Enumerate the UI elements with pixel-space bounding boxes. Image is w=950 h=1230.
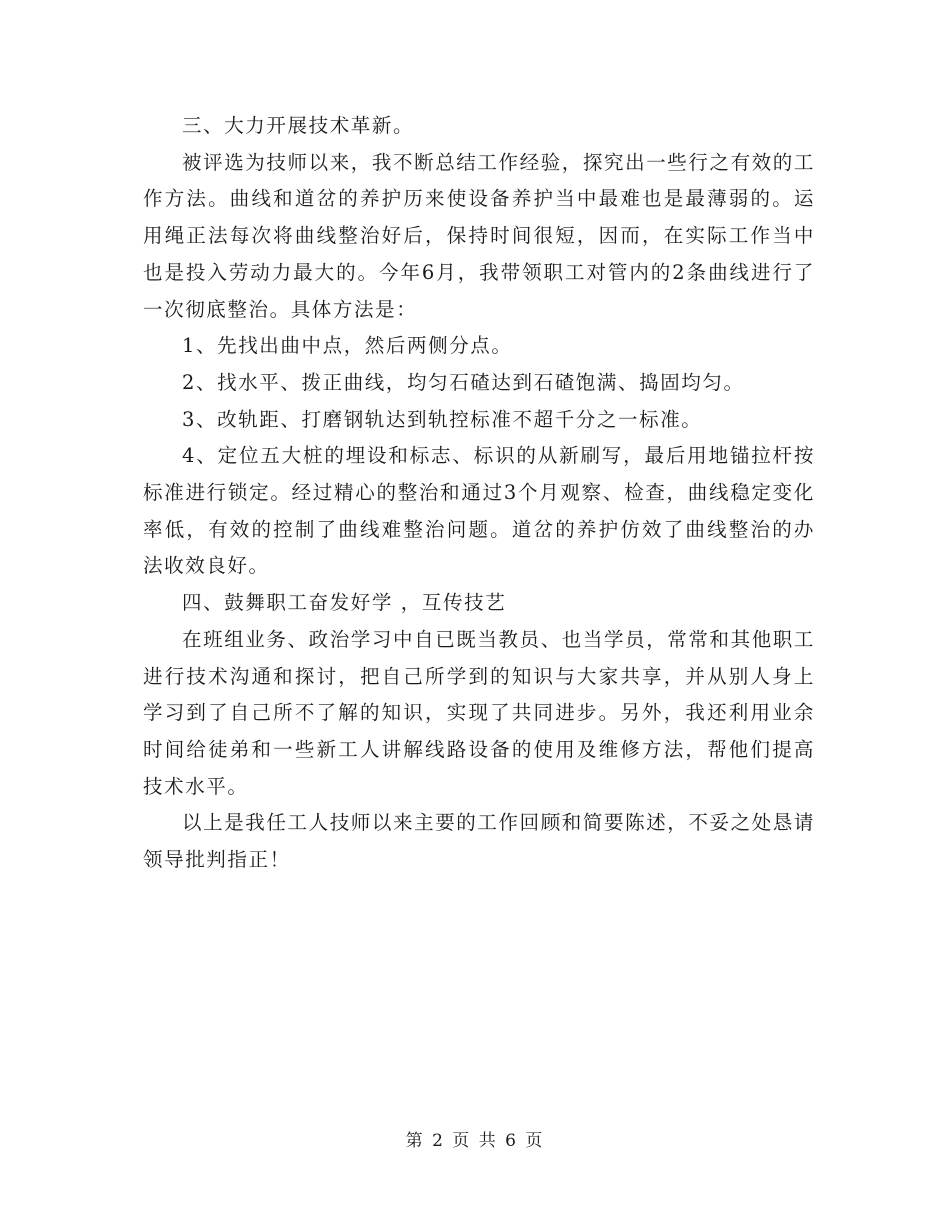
list-item-step-4: 4、定位五大桩的埋设和标志、标识的从新刷写，最后用地锚拉杆按标准进行锁定。经过精心的整治和通过3个月观察、检查，曲线稳定变化率低，有效的控制了曲线难整治问题。道岔的养护仿效了曲线整治的办法收效良好。 [143,444,815,578]
list-item-step-3: 3、改轨距、打磨钢轨达到轨控标准不超千分之一标准。 [182,407,703,431]
paragraph-innovation-intro: 被评选为技师以来，我不断总结工作经验，探究出一些行之有效的工作方法。曲线和道岔的养护历来使设备养护当中最难也是最薄弱的。运用绳正法每次将曲线整治好后，保持时间很短，因而，在实际工作当中也是投入劳动力最大的。今年6月，我带领职工对管内的2条曲线进行了一次彻底整治。具体方法是： [143,150,816,321]
paragraph-conclusion: 以上是我任工人技师以来主要的工作回顾和简要陈述，不妥之处恳请领导批判指正！ [143,811,816,872]
section-heading-innovation: 三、大力开展技术革新。 [182,114,415,137]
paragraph-encourage: 在班组业务、政治学习中自已既当教员、也当学员，常常和其他职工进行技术沟通和探讨，把自己所学到的知识与大家共享，并从别人身上学习到了自己所不了解的知识，实现了共同进步。另外，我还利用业余时间给徒弟和一些新工人讲解线路设备的使用及维修方法，帮他们提高技术水平。 [143,627,816,798]
document-body [143,108,815,879]
page-number-footer: 第 2 页 共 6 页 [405,1131,545,1151]
section-heading-encourage: 四、鼓舞职工奋发好学 ，互传技艺 [182,591,507,615]
list-item-step-1: 1、先找出曲中点，然后两侧分点。 [182,334,513,358]
list-item-step-2: 2、找水平、拨正曲线，均匀石碴达到石碴饱满、捣固均匀。 [182,370,745,394]
